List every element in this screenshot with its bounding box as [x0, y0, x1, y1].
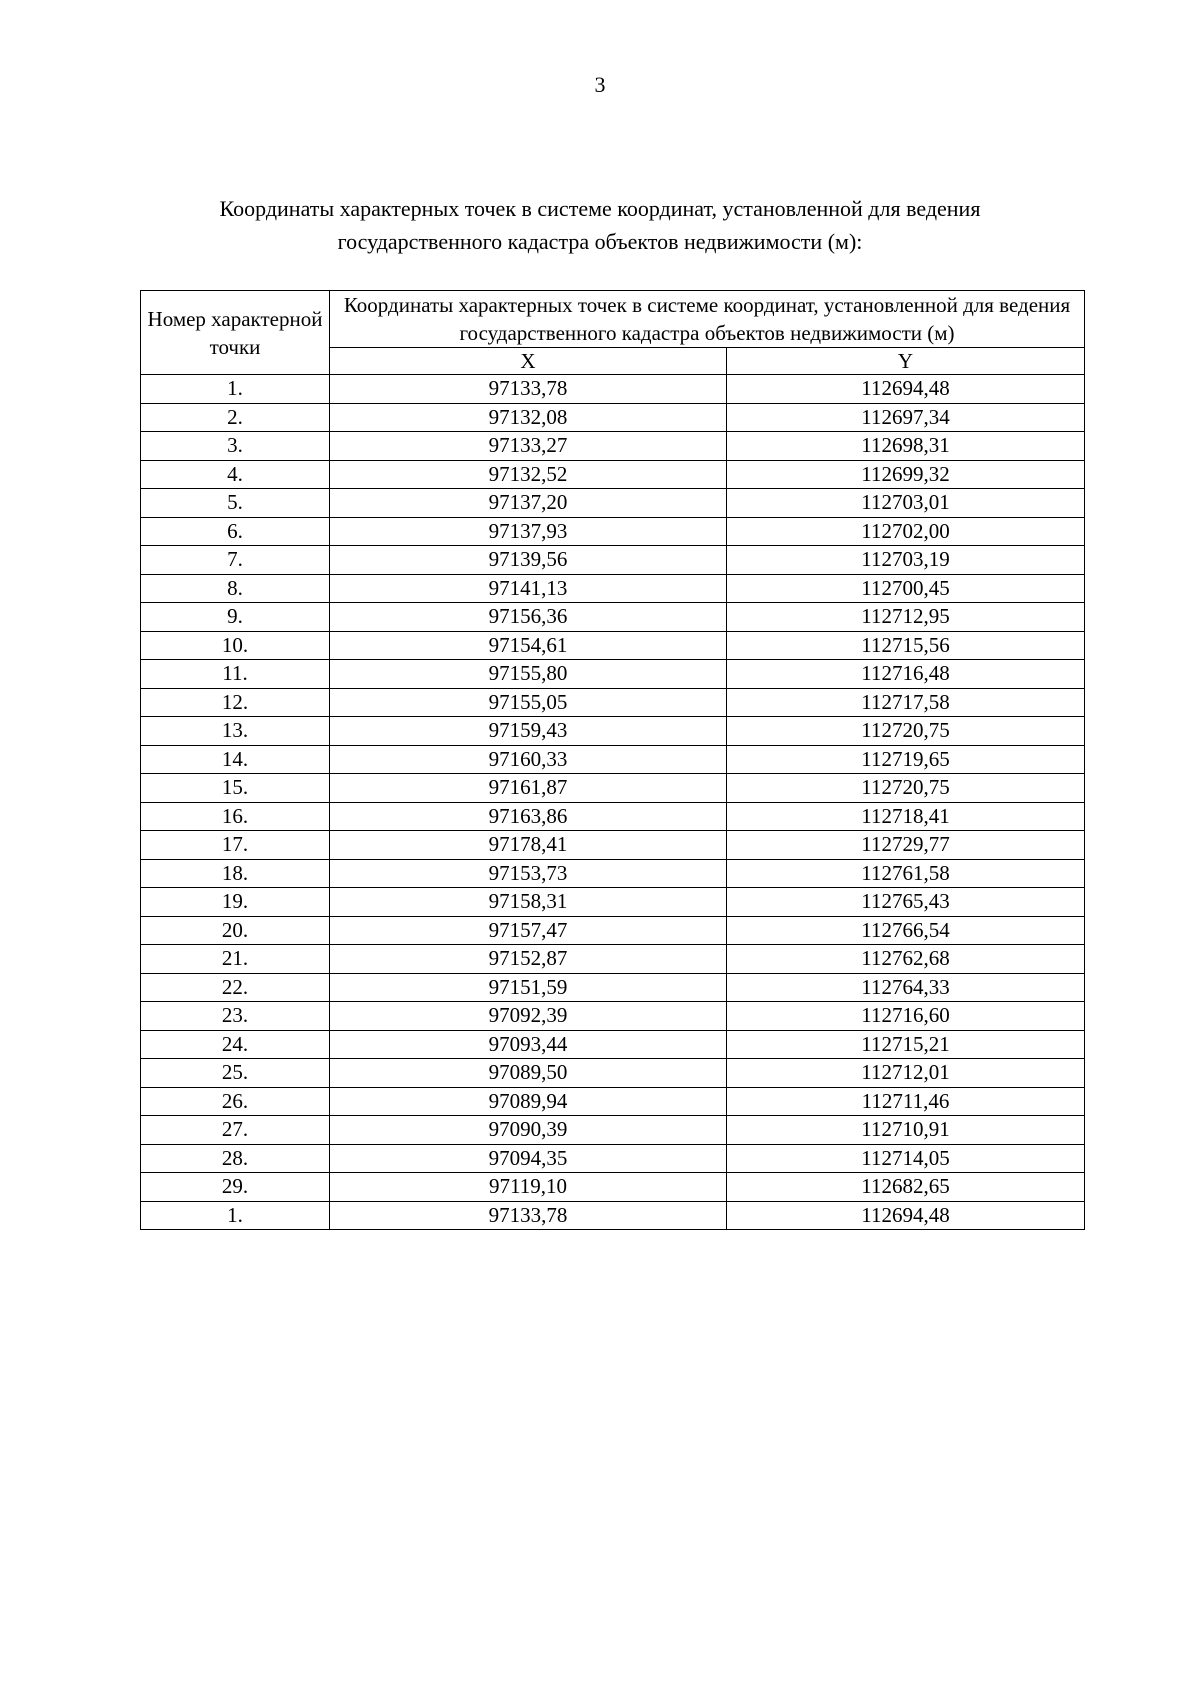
cell-point-number: 29.	[141, 1173, 330, 1202]
cell-point-number: 1.	[141, 375, 330, 404]
cell-y: 112729,77	[727, 831, 1085, 860]
cell-y: 112714,05	[727, 1144, 1085, 1173]
cell-x: 97092,39	[330, 1002, 727, 1031]
header-x: X	[330, 348, 727, 375]
header-coordinates-group: Координаты характерных точек в системе координат, установленной для ведения государственного кадастра объектов недвижимости (м)	[330, 291, 1085, 348]
cell-point-number: 26.	[141, 1087, 330, 1116]
table-row	[141, 660, 1085, 689]
cell-y: 112766,54	[727, 916, 1085, 945]
cell-x: 97159,43	[330, 717, 727, 746]
cell-point-number: 13.	[141, 717, 330, 746]
table-row	[141, 774, 1085, 803]
cell-x: 97151,59	[330, 973, 727, 1002]
page-number: 3	[594, 72, 606, 97]
cell-point-number: 14.	[141, 745, 330, 774]
cell-x: 97155,80	[330, 660, 727, 689]
cell-x: 97133,78	[330, 1201, 727, 1230]
table-row	[141, 432, 1085, 461]
cell-point-number: 10.	[141, 631, 330, 660]
cell-y: 112715,56	[727, 631, 1085, 660]
cell-x: 97094,35	[330, 1144, 727, 1173]
cell-x: 97156,36	[330, 603, 727, 632]
cell-x: 97090,39	[330, 1116, 727, 1145]
cell-point-number: 4.	[141, 460, 330, 489]
cell-point-number: 9.	[141, 603, 330, 632]
table-row	[141, 888, 1085, 917]
cell-point-number: 7.	[141, 546, 330, 575]
cell-y: 112694,48	[727, 375, 1085, 404]
cell-y: 112697,34	[727, 403, 1085, 432]
cell-x: 97160,33	[330, 745, 727, 774]
table-row	[141, 403, 1085, 432]
table-row	[141, 631, 1085, 660]
cell-point-number: 3.	[141, 432, 330, 461]
table-row	[141, 1201, 1085, 1230]
cell-x: 97158,31	[330, 888, 727, 917]
cell-x: 97089,50	[330, 1059, 727, 1088]
cell-point-number: 11.	[141, 660, 330, 689]
cell-y: 112762,68	[727, 945, 1085, 974]
cell-point-number: 20.	[141, 916, 330, 945]
document-title: Координаты характерных точек в системе координат, установленной для ведения государственного кадастра объектов недвижимости (м):	[219, 196, 981, 254]
cell-y: 112764,33	[727, 973, 1085, 1002]
cell-x: 97161,87	[330, 774, 727, 803]
cell-y: 112703,19	[727, 546, 1085, 575]
cell-y: 112702,00	[727, 517, 1085, 546]
cell-x: 97155,05	[330, 688, 727, 717]
cell-y: 112718,41	[727, 802, 1085, 831]
coordinates-table	[140, 290, 1085, 1230]
cell-y: 112703,01	[727, 489, 1085, 518]
table-row	[141, 1173, 1085, 1202]
cell-point-number: 27.	[141, 1116, 330, 1145]
cell-y: 112716,60	[727, 1002, 1085, 1031]
cell-x: 97157,47	[330, 916, 727, 945]
cell-x: 97133,78	[330, 375, 727, 404]
cell-y: 112715,21	[727, 1030, 1085, 1059]
cell-y: 112710,91	[727, 1116, 1085, 1145]
cell-point-number: 16.	[141, 802, 330, 831]
table-row	[141, 517, 1085, 546]
cell-x: 97139,56	[330, 546, 727, 575]
table-row	[141, 831, 1085, 860]
cell-x: 97137,20	[330, 489, 727, 518]
cell-point-number: 21.	[141, 945, 330, 974]
cell-point-number: 15.	[141, 774, 330, 803]
cell-x: 97178,41	[330, 831, 727, 860]
cell-y: 112711,46	[727, 1087, 1085, 1116]
cell-x: 97093,44	[330, 1030, 727, 1059]
cell-point-number: 24.	[141, 1030, 330, 1059]
cell-y: 112765,43	[727, 888, 1085, 917]
cell-y: 112682,65	[727, 1173, 1085, 1202]
table-row	[141, 1059, 1085, 1088]
table-row	[141, 973, 1085, 1002]
cell-x: 97153,73	[330, 859, 727, 888]
table-row	[141, 489, 1085, 518]
table-body	[141, 375, 1085, 1230]
cell-y: 112720,75	[727, 774, 1085, 803]
table-row	[141, 688, 1085, 717]
cell-y: 112716,48	[727, 660, 1085, 689]
table-row	[141, 1002, 1085, 1031]
table-row	[141, 1030, 1085, 1059]
cell-x: 97137,93	[330, 517, 727, 546]
cell-point-number: 2.	[141, 403, 330, 432]
cell-x: 97154,61	[330, 631, 727, 660]
cell-y: 112719,65	[727, 745, 1085, 774]
table-row	[141, 546, 1085, 575]
header-point-number: Номер характерной точки	[141, 291, 330, 375]
table-row	[141, 1144, 1085, 1173]
cell-point-number: 12.	[141, 688, 330, 717]
cell-y: 112712,01	[727, 1059, 1085, 1088]
cell-point-number: 25.	[141, 1059, 330, 1088]
table-header-row	[141, 291, 1085, 348]
cell-point-number: 19.	[141, 888, 330, 917]
table-row	[141, 802, 1085, 831]
cell-x: 97119,10	[330, 1173, 727, 1202]
cell-point-number: 5.	[141, 489, 330, 518]
cell-x: 97141,13	[330, 574, 727, 603]
cell-y: 112717,58	[727, 688, 1085, 717]
table-row	[141, 603, 1085, 632]
cell-y: 112720,75	[727, 717, 1085, 746]
cell-x: 97132,52	[330, 460, 727, 489]
cell-x: 97132,08	[330, 403, 727, 432]
cell-x: 97152,87	[330, 945, 727, 974]
table-row	[141, 945, 1085, 974]
table-row	[141, 574, 1085, 603]
cell-x: 97089,94	[330, 1087, 727, 1116]
cell-y: 112699,32	[727, 460, 1085, 489]
cell-y: 112712,95	[727, 603, 1085, 632]
cell-point-number: 17.	[141, 831, 330, 860]
header-y: Y	[727, 348, 1085, 375]
table-row	[141, 859, 1085, 888]
cell-point-number: 8.	[141, 574, 330, 603]
table-row	[141, 745, 1085, 774]
table-row	[141, 375, 1085, 404]
table-row	[141, 1087, 1085, 1116]
cell-x: 97133,27	[330, 432, 727, 461]
table-row	[141, 460, 1085, 489]
cell-point-number: 18.	[141, 859, 330, 888]
cell-point-number: 6.	[141, 517, 330, 546]
cell-x: 97163,86	[330, 802, 727, 831]
cell-point-number: 1.	[141, 1201, 330, 1230]
table-row	[141, 1116, 1085, 1145]
cell-y: 112698,31	[727, 432, 1085, 461]
cell-point-number: 28.	[141, 1144, 330, 1173]
table-row	[141, 717, 1085, 746]
cell-point-number: 23.	[141, 1002, 330, 1031]
cell-y: 112694,48	[727, 1201, 1085, 1230]
cell-y: 112700,45	[727, 574, 1085, 603]
cell-point-number: 22.	[141, 973, 330, 1002]
table-row	[141, 916, 1085, 945]
cell-y: 112761,58	[727, 859, 1085, 888]
